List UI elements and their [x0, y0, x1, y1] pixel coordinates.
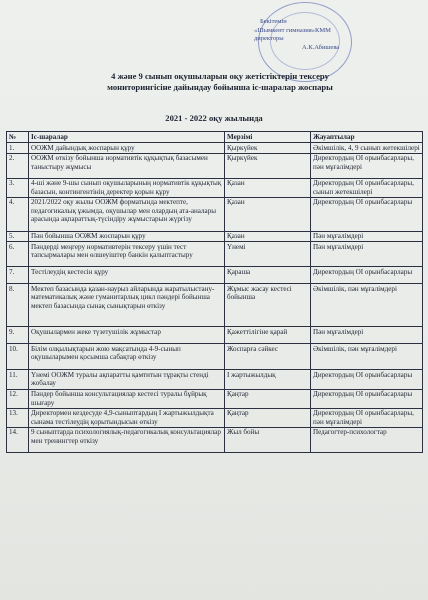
cell-deadline: Қазан — [225, 178, 311, 197]
cell-event: Пәндер бойынша консультациялар кестесі туралы бұйрық шығару — [29, 389, 225, 408]
cell-number: 3. — [7, 178, 29, 197]
cell-number: 11. — [7, 370, 29, 389]
cell-responsible: Әкімшілік, пән мұғалімдері — [311, 344, 423, 370]
cell-number: 14. — [7, 427, 29, 452]
table-row — [7, 231, 423, 242]
table-row — [7, 370, 423, 389]
cell-responsible: Пән мұғалімдері — [311, 242, 423, 267]
cell-number: 6. — [7, 242, 29, 267]
cell-deadline: Жұмыс жасау кестесі бойынша — [225, 284, 311, 327]
cell-number: 4. — [7, 197, 29, 231]
table-row — [7, 143, 423, 154]
cell-number: 10. — [7, 344, 29, 370]
title-line-1: 4 және 9 сынып оқушыларын оқу жетістіктерін тексеру — [111, 71, 329, 81]
cell-event: 9 сыныптарда психологиялық-педагогикалық консультациялар мен тренингтер өткізу — [29, 427, 225, 452]
cell-deadline: Қазан — [225, 231, 311, 242]
table-row — [7, 344, 423, 370]
table-row — [7, 389, 423, 408]
cell-deadline: Қаңтар — [225, 408, 311, 427]
stamp-line: Бекітемін — [260, 18, 287, 25]
header-deadline: Мерзімі — [225, 132, 311, 143]
table-row — [7, 408, 423, 427]
cell-number: 7. — [7, 267, 29, 284]
cell-event: Директормен кездесуде 4,9-сыныптардың І жартыжылдықта сынама тестілеудің қорытындысын өткізу — [29, 408, 225, 427]
table-row — [7, 242, 423, 267]
cell-event: Білім олқылықтарын жою мақсатында 4-9-сынып оқушыларымен қосымша сабақтар өткізу — [29, 344, 225, 370]
stamp-line: директоры — [254, 35, 284, 42]
cell-number: 5. — [7, 231, 29, 242]
cell-responsible: Директордың ОІ орынбасарлары — [311, 267, 423, 284]
cell-deadline: Қаңтар — [225, 389, 311, 408]
cell-responsible: Директордың ОІ орынбасарлары — [311, 197, 423, 231]
table-row — [7, 327, 423, 344]
title-line-2: мониторингісіне дайындау бойынша іс-шаралар жоспары — [107, 82, 333, 92]
cell-event: ООЖМ өткізу бойынша нормативтік құқықтық базасымен таныстыру жұмысы — [29, 153, 225, 178]
cell-event: Оқушылармен жеке түзетушілік жұмыстар — [29, 327, 225, 344]
table-row — [7, 267, 423, 284]
approval-stamp — [252, 18, 402, 66]
stamp-signature: А.К.Абишева — [302, 43, 340, 51]
table-row — [7, 197, 423, 231]
cell-deadline: Жыл бойы — [225, 427, 311, 452]
table-header-row — [7, 132, 423, 143]
table-row — [7, 427, 423, 452]
cell-deadline: І жартыжылдық — [225, 370, 311, 389]
cell-number: 9. — [7, 327, 29, 344]
cell-event: Пәндерді меңгеру нормативтерін тексеру үшін тест тапсырмалары мен өлшеуіштер банкін қалыптастыру — [29, 242, 225, 267]
cell-number: 8. — [7, 284, 29, 327]
cell-event: 4-ші және 9-шы сынып оқушыларының нормативтік құқықтық базасын, контингентінің деректер қорын құру — [29, 178, 225, 197]
cell-number: 12. — [7, 389, 29, 408]
cell-responsible: Пән мұғалімдері — [311, 327, 423, 344]
cell-deadline: Қыркүйек — [225, 153, 311, 178]
cell-deadline: Қыркүйек — [225, 143, 311, 154]
cell-deadline: Қараша — [225, 267, 311, 284]
cell-event: Пән бойынша ООЖМ жоспарын құру — [29, 231, 225, 242]
cell-responsible: Директордың ОІ орынбасарлары — [311, 389, 423, 408]
cell-responsible: Директордың ОІ орынбасарлары, пән мұғалімдері — [311, 153, 423, 178]
cell-responsible: Әкімшілік, 4, 9 сынып жетекшілері — [311, 143, 423, 154]
cell-deadline: Қазан — [225, 197, 311, 231]
cell-responsible: Директордың ОІ орынбасарлары, пән мұғалімдері — [311, 408, 423, 427]
table-row — [7, 178, 423, 197]
cell-deadline: Үнемі — [225, 242, 311, 267]
cell-responsible: Директордың ОІ орынбасарлары, сынып жетекшілері — [311, 178, 423, 197]
cell-responsible: Пән мұғалімдері — [311, 231, 423, 242]
cell-event: 2021/2022 оқу жылы ООЖМ форматында мектепте, педагогикалық ұжымда, оқушылар мен олардың ата-аналары арасында ақпараттық-түсіндіру жұмыстарын жүргізу — [29, 197, 225, 231]
header-events: Іс-шаралар — [29, 132, 225, 143]
cell-deadline: Қажеттілігіне қарай — [225, 327, 311, 344]
table-row — [7, 284, 423, 327]
cell-event: Тестілеудің кестесін құру — [29, 267, 225, 284]
cell-responsible: Директордың ОІ орынбасарлары — [311, 370, 423, 389]
header-responsible: Жауаптылар — [311, 132, 423, 143]
cell-deadline: Жоспарға сәйкес — [225, 344, 311, 370]
document-title — [40, 71, 400, 93]
cell-number: 1. — [7, 143, 29, 154]
cell-responsible: Әкімшілік, пән мұғалімдері — [311, 284, 423, 327]
cell-event: Үнемі ООЖМ туралы ақпаратты қамтитын тұрақты стенді жобалау — [29, 370, 225, 389]
table-row — [7, 153, 423, 178]
cell-responsible: Педагогтер-психологтар — [311, 427, 423, 452]
plan-table — [6, 131, 423, 453]
academic-year: 2021 - 2022 оқу жылында — [165, 113, 263, 123]
cell-number: 2. — [7, 153, 29, 178]
cell-event: Мектеп базасында қазан-наурыз айларында жаратылыстану-математикалық және гуманитарлық цикл пәндері бойынша мектеп базасында сынақ сынықтарын өткізу — [29, 284, 225, 327]
header-number: № — [7, 132, 29, 143]
cell-event: ООЖМ дайындық жоспарын құру — [29, 143, 225, 154]
cell-number: 13. — [7, 408, 29, 427]
stamp-line: «Шымкент гимназия»КММ — [254, 26, 331, 34]
